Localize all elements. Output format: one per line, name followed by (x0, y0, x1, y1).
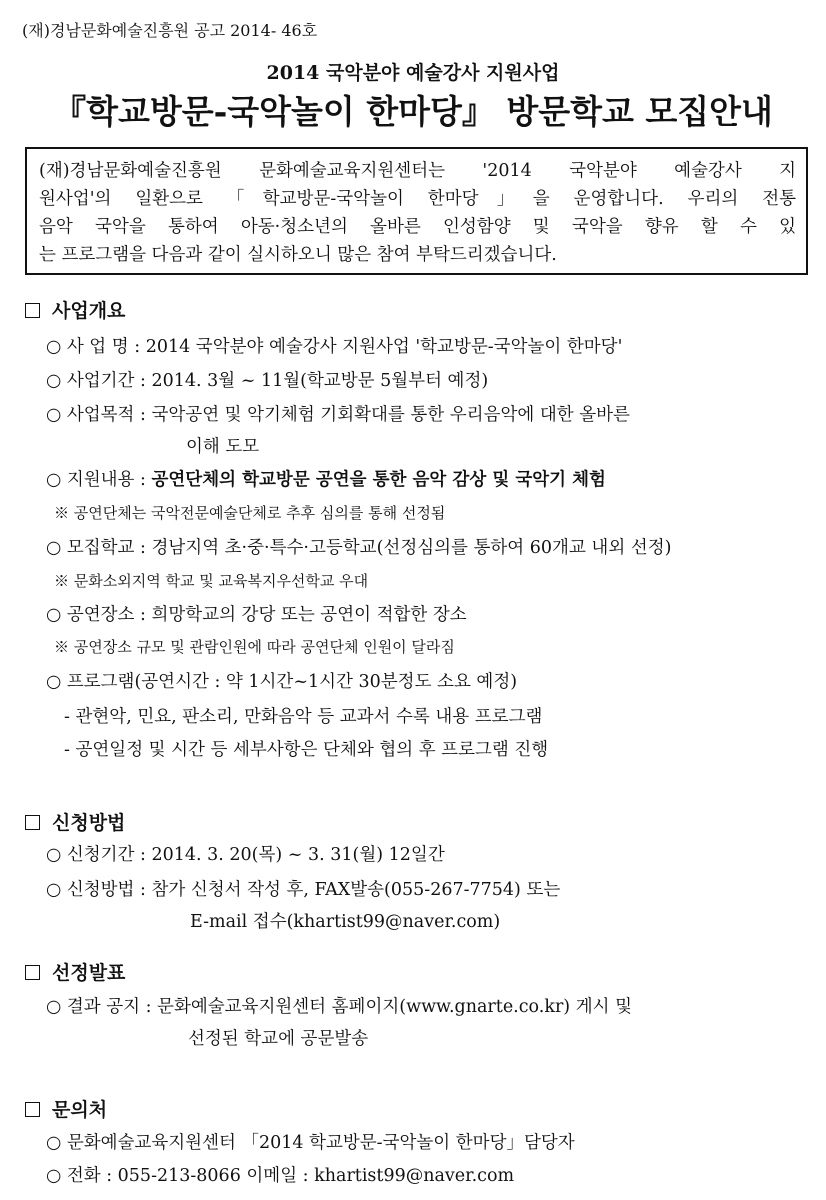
checkbox-square-icon (25, 1102, 40, 1117)
section-heading-text: 사업개요 (52, 300, 126, 322)
apply-period: ○ 신청기간 : 2014. 3. 20(목) ~ 3. 31(월) 12일간 (46, 845, 445, 865)
checkbox-square-icon (25, 815, 40, 830)
intro-line: (재)경남문화예술진흥원 문화예술교육지원센터는 '2014 국악분야 예술강사 지 (39, 161, 796, 181)
section-heading-text: 문의처 (52, 1099, 108, 1121)
section-heading-text: 선정발표 (52, 962, 126, 984)
section-overview-heading (25, 296, 125, 323)
section-announce-heading (25, 958, 125, 985)
checkbox-square-icon (25, 303, 40, 318)
overview-period: ○ 사업기간 : 2014. 3월 ~ 11월(학교방문 5월부터 예정) (46, 371, 489, 391)
intro-line: 원사업'의 일환으로 「학교방문-국악놀이 한마당」을 운영합니다. 우리의 전통 (39, 189, 796, 209)
overview-purpose-cont: 이해 도모 (186, 437, 260, 457)
intro-box (25, 147, 808, 275)
overview-content (46, 466, 606, 491)
apply-method: ○ 신청방법 : 참가 신청서 작성 후, FAX발송(055-267-7754) 또는 (46, 880, 561, 900)
intro-line: 음악 국악을 통하여 아동·청소년의 올바른 인성함양 및 국악을 향유 할 수 있 (39, 217, 796, 237)
section-heading-text: 신청방법 (52, 812, 126, 834)
overview-schools: ○ 모집학교 : 경남지역 초·중·특수·고등학교(선정심의를 통하여 60개교 내외 선정) (46, 538, 672, 558)
overview-content-label: ○ 지원내용 : (46, 470, 152, 490)
overview-program-item: - 공연일정 및 시간 등 세부사항은 단체와 협의 후 프로그램 진행 (64, 740, 549, 760)
overview-note: ※ 공연장소 규모 및 관람인원에 따라 공연단체 인원이 달라짐 (54, 638, 455, 656)
overview-note: ※ 공연단체는 국악전문예술단체로 추후 심의를 통해 선정됨 (54, 504, 446, 522)
overview-name: ○ 사 업 명 : 2014 국악분야 예술강사 지원사업 '학교방문-국악놀이 한마당' (46, 337, 623, 357)
section-contact-heading (25, 1095, 107, 1122)
document-title: 『학교방문-국악놀이 한마당』 방문학교 모집안내 (53, 92, 773, 131)
announce-result-cont: 선정된 학교에 공문발송 (188, 1029, 369, 1049)
overview-purpose: ○ 사업목적 : 국악공연 및 악기체험 기회확대를 통한 우리음악에 대한 올바른 (46, 405, 630, 425)
intro-line: 는 프로그램을 다음과 같이 실시하오니 많은 참여 부탁드리겠습니다. (39, 245, 557, 265)
overview-note: ※ 문화소외지역 학교 및 교육복지우선학교 우대 (54, 572, 369, 590)
overview-content-value: 공연단체의 학교방문 공연을 통한 음악 감상 및 국악기 체험 (151, 470, 606, 490)
apply-method-cont: E-mail 접수(khartist99@naver.com) (190, 912, 501, 932)
section-apply-heading (25, 808, 125, 835)
overview-program: ○ 프로그램(공연시간 : 약 1시간~1시간 30분정도 소요 예정) (46, 672, 518, 692)
contact-center: ○ 문화예술교육지원센터 「2014 학교방문-국악놀이 한마당」담당자 (46, 1133, 575, 1153)
overview-program-item: - 관현악, 민요, 판소리, 만화음악 등 교과서 수록 내용 프로그램 (64, 707, 543, 727)
contact-phone: ○ 전화 : 055-213-8066 이메일 : khartist99@naver.com (46, 1166, 515, 1186)
announce-result: ○ 결과 공지 : 문화예술교육지원센터 홈페이지(www.gnarte.co.kr) 게시 및 (46, 997, 632, 1017)
notice-number: (재)경남문화예술진흥원 공고 2014- 46호 (22, 21, 318, 40)
overview-venue: ○ 공연장소 : 희망학교의 강당 또는 공연이 적합한 장소 (46, 605, 467, 625)
checkbox-square-icon (25, 965, 40, 980)
document-subtitle: 2014 국악분야 예술강사 지원사업 (266, 62, 560, 84)
